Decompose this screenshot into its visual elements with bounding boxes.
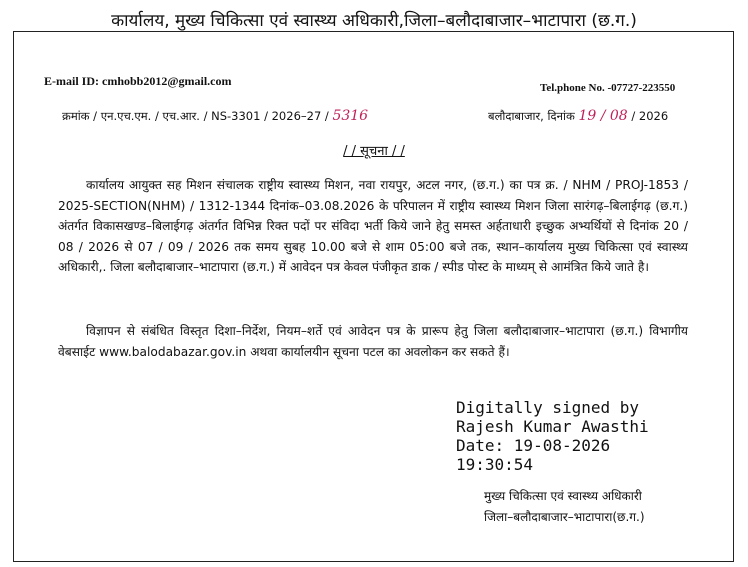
notice-paragraph-2: विज्ञापन से संबंधित विस्तृत दिशा–निर्देश, नियम–शर्ते एवं आवेदन पत्र के प्रारूप हेतु जिला बलौदाबाजार–भाटापारा (छ.ग.) विभागीय वेबसाईट www.balodabazar.gov.in अथवा कार्यालयीन सूचना पटल का अवलोकन कर सकते हैं। — [58, 324, 688, 359]
officer-designation: मुख्य चिकित्सा एवं स्वास्थ्य अधिकारी — [484, 489, 642, 503]
reference-number — [62, 108, 368, 124]
notice-heading: / / सूचना / / — [343, 144, 405, 159]
place-date-prefix: बलौदाबाजार, दिनांक — [488, 109, 575, 123]
handwritten-date: 19 / 08 — [578, 108, 628, 124]
email-id: E-mail ID: cmhobb2012@gmail.com — [44, 74, 232, 88]
date-year: / 2026 — [631, 109, 669, 123]
office-title: कार्यालय, मुख्य चिकित्सा एवं स्वास्थ्य अधिकारी,जिला–बलौदाबाजार–भाटापारा (छ.ग.) — [111, 11, 637, 31]
officer-office: जिला–बलौदाबाजार–भाटापारा(छ.ग.) — [484, 510, 645, 524]
notice-paragraph-1: कार्यालय आयुक्त सह मिशन संचालक राष्ट्रीय स्वास्थ्य मिशन, नवा रायपुर, अटल नगर, (छ.ग.) का पत्र क्र. / NHM / PROJ-1853 / 2025-SECTION(NHM) / 1312-1344 दिनांक–03.08.2026 के परिपालन में राष्ट्रीय स्वास्थ्य मिशन जिला सारंगढ़–बिलाईगढ़ (छ.ग.) अंतर्गत विकासखण्ड–बिलाईगढ़ अंतर्गत विभिन्न रिक्त पदों पर संविदा भर्ती किये जाने हेतु समस्त अर्हताधारी इच्छुक अभ्यर्थियों से दिनांक 20 / 08 / 2026 से 07 / 09 / 2026 तक समय सुबह 10.00 बजे से शाम 05:00 बजे तक, स्थान–कार्यालय मुख्य चिकित्सा एवं स्वास्थ्य अधिकारी,. जिला बलौदाबाजार–भाटापारा (छ.ग.) में आवेदन पत्र केवल पंजीकृत डाक / स्पीड पोस्ट के माध्यम् से आमंत्रित किये जाते है। — [58, 178, 688, 275]
digital-signature-line-1: Digitally signed by — [456, 398, 640, 417]
telephone-number: Tel.phone No. -07727-223550 — [540, 82, 676, 94]
reference-prefix: क्रमांक / एन.एच.एम. / एच.आर. / NS-3301 / 2026–27 / — [62, 109, 329, 123]
place-date — [488, 108, 668, 124]
handwritten-number: 5316 — [332, 108, 369, 124]
digital-signature-time: 19:30:54 — [456, 455, 534, 474]
digital-signature-name: Rajesh Kumar Awasthi — [456, 417, 649, 436]
digital-signature-date: Date: 19-08-2026 — [456, 436, 611, 455]
